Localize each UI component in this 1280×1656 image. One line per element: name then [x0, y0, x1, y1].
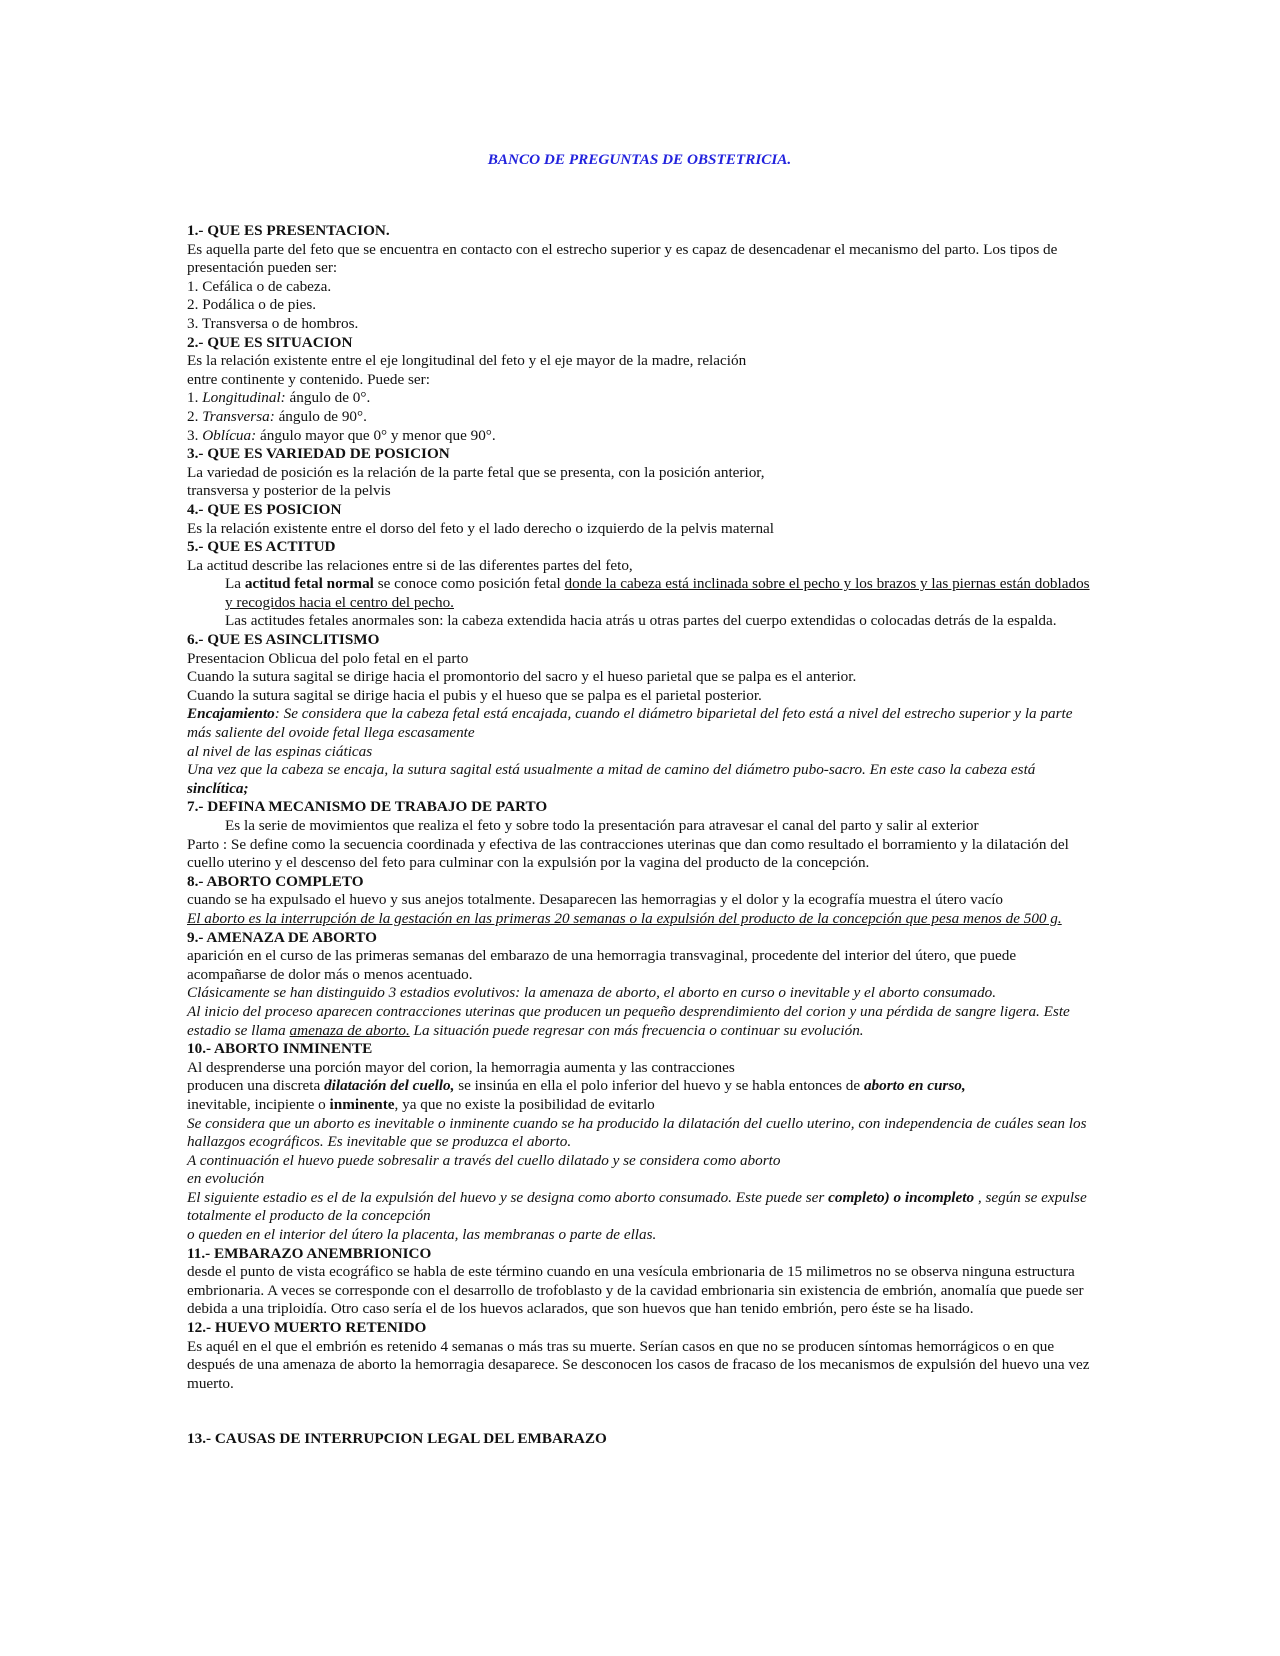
q13-heading: 13.- CAUSAS DE INTERRUPCION LEGAL DEL EMBARAZO: [187, 1430, 607, 1448]
q9-span: La situación puede regresar con más frecuencia o continuar su evolución.: [409, 1021, 864, 1039]
q3-text: La variedad de posición es la relación de la parte fetal que se presenta, con la posición anterior,: [187, 463, 765, 481]
q2-item-desc: ángulo de 90°.: [274, 407, 367, 425]
q5-span: La: [225, 575, 245, 593]
q6-term: sinclítica;: [187, 779, 249, 797]
q6-term: Encajamiento: [187, 705, 275, 723]
q8-text: cuando se ha expulsado el huevo y sus anejos totalmente. Desaparecen las hemorragias y el dolor y la ecografía muestra el útero vacío: [187, 891, 1004, 909]
q6-text: Cuando la sutura sagital se dirige hacia el pubis y el hueso que se palpa es el parietal posterior.: [187, 686, 762, 704]
q10-span: se insinúa en ella el polo inferior del huevo y se habla entonces de: [454, 1077, 864, 1095]
q10-term: aborto en curso,: [863, 1077, 966, 1095]
q1-item: 2. Podálica o de pies.: [187, 296, 317, 314]
q9-text: [187, 1003, 1092, 1040]
q10-text: [187, 1189, 1092, 1226]
q7-text: Parto : Se define como la secuencia coordinada y efectiva de las contracciones uterinas que dan como resultado el borramiento y la dilatación del cuello uterino y el descenso del feto para culminar con la expulsión por la vagina del producto de la concepción.: [187, 835, 1069, 872]
q6-encajamiento: [187, 705, 1092, 742]
q9-span: Al inicio del proceso aparecen contracciones uterinas que producen un pequeño desprendimiento del corion y una pérdida de sangre ligera. Este estadio se llama: [187, 1002, 1070, 1039]
q10-span: inevitable, incipiente o: [187, 1095, 330, 1113]
q11-text: desde el punto de vista ecográfico se habla de este término cuando en una vesícula embrionaria de 15 milimetros no se observa ninguna estructura embrionaria. A veces se corresponde con el desarrollo de trofoblasto y de la cavidad embrionaria sin existencia de embrión, anomalía que puede ser debida a una triploidía. Otro caso sería el de los huevos aclarados, que son huevos que han tenido embrión, pero éste se ha lisado.: [187, 1263, 1084, 1318]
q8-heading: 8.- ABORTO COMPLETO: [187, 872, 364, 890]
q6-text: Presentacion Oblicua del polo fetal en el parto: [187, 649, 469, 667]
q10-span: producen una discreta: [187, 1077, 325, 1095]
q1-text: Es aquella parte del feto que se encuentra en contacto con el estrecho superior y es capaz de desencadenar el mecanismo del parto. Los tipos de presentación pueden ser:: [187, 240, 1058, 277]
q10-span: El siguiente estadio es el de la expulsión del huevo y se designa como aborto consumado. Este puede ser: [187, 1188, 829, 1206]
q11-heading: 11.- EMBARAZO ANEMBRIONICO: [187, 1244, 432, 1262]
q6-span: : Se considera que la cabeza fetal está encajada, cuando el diámetro biparietal del feto está a nivel del estrecho superior y la parte más saliente del ovoide fetal llega escasamente: [187, 705, 1073, 742]
q5-term: actitud fetal normal: [244, 575, 374, 593]
q2-item-term: Oblícua:: [202, 426, 257, 444]
section-gap: [187, 1393, 1092, 1430]
q2-item-term: Transversa:: [202, 407, 275, 425]
q2-item-desc: ángulo de 0°.: [285, 389, 371, 407]
q2-item-num: 3.: [187, 426, 203, 444]
q5-normal-attitude: [187, 575, 1092, 612]
q5-span: se conoce como posición fetal: [373, 575, 565, 593]
q10-text: o queden en el interior del útero la placenta, las membranas o parte de ellas.: [187, 1226, 657, 1244]
q9-text: Clásicamente se han distinguido 3 estadios evolutivos: la amenaza de aborto, el aborto en curso o inevitable y el aborto consumado.: [187, 984, 997, 1002]
q10-heading: 10.- ABORTO INMINENTE: [187, 1040, 373, 1058]
q6-span: Una vez que la cabeza se encaja, la sutura sagital está usualmente a mitad de camino del diámetro pubo-sacro. En este caso la cabeza está: [187, 761, 1036, 779]
q10-text: Se considera que un aborto es inevitable o inminente cuando se ha producido la dilatación del cuello uterino, con independencia de cuáles sean los hallazgos ecográficos. Es inevitable que se produzca el aborto.: [187, 1114, 1087, 1151]
q10-span: , según se expulse totalmente el producto de la concepción: [187, 1188, 1087, 1225]
q10-text: Al desprenderse una porción mayor del corion, la hemorragia aumenta y las contracciones: [187, 1058, 735, 1076]
q10-text: [187, 1077, 1092, 1096]
q6-text: al nivel de las espinas ciáticas: [187, 742, 373, 760]
q3-heading: 3.- QUE ES VARIEDAD DE POSICION: [187, 445, 450, 463]
q12-heading: 12.- HUEVO MUERTO RETENIDO: [187, 1319, 427, 1337]
q2-item: [187, 408, 1092, 427]
q9-text: aparición en el curso de las primeras semanas del embarazo de una hemorragia transvaginal, procedente del interior del útero, que puede acompañarse de dolor más o menos acentuado.: [187, 947, 1017, 983]
q1-item: 1. Cefálica o de cabeza.: [187, 277, 332, 295]
document-body: [187, 222, 1092, 1449]
q1-item: 3. Transversa o de hombros.: [187, 314, 359, 332]
q5-abnormal-attitude: Las actitudes fetales anormales son: la cabeza extendida hacia atrás u otras partes del cuerpo extendidas o colocadas detrás de la espalda.: [225, 612, 1057, 630]
q2-text: entre continente y contenido. Puede ser:: [187, 370, 430, 388]
q6-heading: 6.- QUE ES ASINCLITISMO: [187, 631, 380, 649]
q6-text: Cuando la sutura sagital se dirige hacia el promontorio del sacro y el hueso parietal que se palpa es el anterior.: [187, 668, 857, 686]
q10-term: dilatación del cuello,: [324, 1077, 455, 1095]
q1-heading: 1.- QUE ES PRESENTACION.: [187, 222, 390, 239]
q10-text: en evolución: [187, 1170, 265, 1188]
q10-text: [187, 1096, 1092, 1115]
q8-definition: El aborto es la interrupción de la gestación en las primeras 20 semanas o la expulsión del producto de la concepción que pesa menos de 500 g.: [187, 909, 1062, 927]
q7-heading: 7.- DEFINA MECANISMO DE TRABAJO DE PARTO: [187, 798, 548, 816]
q2-item-desc: ángulo mayor que 0° y menor que 90°.: [256, 426, 496, 444]
q5-heading: 5.- QUE ES ACTITUD: [187, 538, 336, 556]
q2-heading: 2.- QUE ES SITUACION: [187, 333, 353, 351]
q3-text: transversa y posterior de la pelvis: [187, 482, 391, 500]
document-title: BANCO DE PREGUNTAS DE OBSTETRICIA.: [487, 151, 792, 168]
q5-underlined: donde la cabeza está inclinada sobre el pecho y los brazos y las piernas están doblados y recogidos hacia el centro del pecho.: [225, 575, 1090, 611]
q10-text: A continuación el huevo puede sobresalir a través del cuello dilatado y se considera como aborto: [187, 1151, 781, 1169]
q10-term: completo) o incompleto: [828, 1188, 975, 1206]
q9-heading: 9.- AMENAZA DE ABORTO: [187, 928, 377, 946]
q6-sinclitica: [187, 761, 1092, 798]
q12-text: Es aquél en el que el embrión es retenido 4 semanas o más tras su muerte. Serían casos en que no se producen síntomas hemorrágicos o en que después de una amenaza de aborto la hemorragia desaparece. Se desconocen los casos de fracaso de los mecanismos de expulsión del huevo una vez muerto.: [187, 1337, 1090, 1392]
q4-text: Es la relación existente entre el dorso del feto y el lado derecho o izquierdo de la pelvis maternal: [187, 519, 775, 537]
q2-text: Es la relación existente entre el eje longitudinal del feto y el eje mayor de la madre, relación: [187, 352, 747, 370]
q4-heading: 4.- QUE ES POSICION: [187, 500, 342, 518]
q2-item-num: 1.: [187, 389, 203, 407]
q2-item-num: 2.: [187, 407, 203, 425]
q10-span: , ya que no existe la posibilidad de evitarlo: [394, 1095, 655, 1113]
q9-underlined: amenaza de aborto.: [289, 1021, 410, 1039]
q5-text: La actitud describe las relaciones entre si de las diferentes partes del feto,: [187, 556, 633, 574]
q2-item-term: Longitudinal:: [202, 389, 286, 407]
q10-term: inminente: [329, 1095, 395, 1113]
q2-item: [187, 389, 1092, 408]
q2-item: [187, 427, 1092, 446]
q7-text: Es la serie de movimientos que realiza el feto y sobre todo la presentación para atravesar el canal del parto y salir al exterior: [225, 817, 979, 834]
